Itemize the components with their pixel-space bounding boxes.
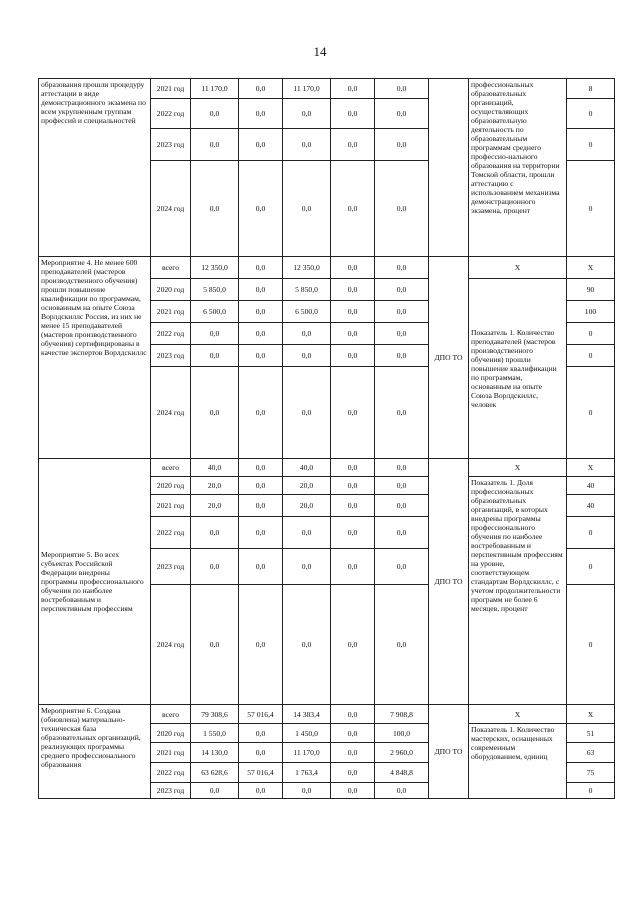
regional-cell: 5 850,0: [283, 279, 331, 301]
local-cell: 0,0: [331, 705, 375, 724]
indicator-cell: Показатель 1. Доля профессиональных образовательных организаций, в которых внедрены программы профессионального обучения по наиболее востребованным и перспективным профессиям на уровне, соответствующем стандартам Ворлдскиллс, с учетом продолжительности программ не более 6 месяцев, процент: [469, 477, 567, 705]
local-cell: 0,0: [331, 79, 375, 99]
other-cell: 0,0: [375, 477, 429, 495]
local-cell: 0,0: [331, 459, 375, 477]
year-cell: 2022 год: [151, 99, 191, 129]
indicator-value-cell: 0: [567, 161, 615, 257]
year-cell: 2023 год: [151, 783, 191, 799]
regional-cell: 0,0: [283, 323, 331, 345]
total-cell: 14 130,0: [191, 743, 239, 763]
regional-cell: 0,0: [283, 345, 331, 367]
other-cell: 2 960,0: [375, 743, 429, 763]
indicator-value-cell: 90: [567, 279, 615, 301]
indicator-value-cell: 63: [567, 743, 615, 763]
indicator-value-cell: 75: [567, 763, 615, 783]
total-cell: 20,0: [191, 477, 239, 495]
other-cell: 0,0: [375, 345, 429, 367]
total-cell: 0,0: [191, 129, 239, 161]
total-cell: 0,0: [191, 783, 239, 799]
page-number: 14: [313, 44, 327, 59]
source-cell: [429, 79, 469, 257]
year-cell: 2022 год: [151, 517, 191, 549]
federal-cell: 57 016,4: [239, 763, 283, 783]
regional-cell: 14 383,4: [283, 705, 331, 724]
total-cell: 20,0: [191, 495, 239, 517]
local-cell: 0,0: [331, 783, 375, 799]
indicator-value-cell: 0: [567, 345, 615, 367]
indicator-cell: X: [469, 705, 567, 724]
year-cell: всего: [151, 705, 191, 724]
year-cell: 2024 год: [151, 161, 191, 257]
measure-description: Мероприятие 4. Не менее 600 преподавателей (мастеров производственного обучения) прошли повышение квалификации по программам, основанным на опыте Союза Ворлдскиллс Россия, из них не менее 15 преподавателей (мастеров производственного обучения) сертифицированы в качестве экспертов Ворлдскиллс: [39, 257, 151, 459]
other-cell: 0,0: [375, 517, 429, 549]
regional-cell: 20,0: [283, 477, 331, 495]
indicator-cell: профессиональных образовательных организаций, осуществляющих образовательную деятельность по образовательным программам среднего профессио-нального образования на территории Томской области, прошли аттестацию с использованием механизма демонстрационного экзамена, процент: [469, 79, 567, 257]
indicator-value-cell: 0: [567, 323, 615, 345]
indicator-value-cell: 0: [567, 585, 615, 705]
other-cell: 0,0: [375, 161, 429, 257]
local-cell: 0,0: [331, 743, 375, 763]
federal-cell: 0,0: [239, 459, 283, 477]
table-row: [39, 79, 615, 99]
other-cell: 0,0: [375, 459, 429, 477]
indicator-value-cell: X: [567, 257, 615, 279]
total-cell: 12 350,0: [191, 257, 239, 279]
federal-cell: 0,0: [239, 129, 283, 161]
regional-cell: 0,0: [283, 99, 331, 129]
local-cell: 0,0: [331, 763, 375, 783]
federal-cell: 0,0: [239, 585, 283, 705]
other-cell: 0,0: [375, 257, 429, 279]
year-cell: 2022 год: [151, 323, 191, 345]
indicator-value-cell: 51: [567, 724, 615, 743]
year-cell: всего: [151, 459, 191, 477]
indicator-value-cell: 0: [567, 517, 615, 549]
source-cell: ДПО ТО: [429, 459, 469, 705]
federal-cell: 0,0: [239, 549, 283, 585]
federal-cell: 0,0: [239, 301, 283, 323]
year-cell: 2020 год: [151, 279, 191, 301]
year-cell: 2020 год: [151, 477, 191, 495]
federal-cell: 0,0: [239, 345, 283, 367]
total-cell: 0,0: [191, 549, 239, 585]
regional-cell: 0,0: [283, 517, 331, 549]
regional-cell: 6 500,0: [283, 301, 331, 323]
regional-cell: 0,0: [283, 549, 331, 585]
source-cell: ДПО ТО: [429, 257, 469, 459]
federal-cell: 0,0: [239, 257, 283, 279]
federal-cell: 0,0: [239, 79, 283, 99]
other-cell: 0,0: [375, 129, 429, 161]
other-cell: 7 908,8: [375, 705, 429, 724]
other-cell: 0,0: [375, 301, 429, 323]
indicator-value-cell: 0: [567, 783, 615, 799]
federal-cell: 0,0: [239, 783, 283, 799]
year-cell: 2023 год: [151, 549, 191, 585]
regional-cell: 1 450,0: [283, 724, 331, 743]
total-cell: 0,0: [191, 585, 239, 705]
local-cell: 0,0: [331, 517, 375, 549]
local-cell: 0,0: [331, 323, 375, 345]
other-cell: 0,0: [375, 585, 429, 705]
year-cell: 2023 год: [151, 345, 191, 367]
total-cell: 11 170,0: [191, 79, 239, 99]
regional-cell: 40,0: [283, 459, 331, 477]
regional-cell: 1 763,4: [283, 763, 331, 783]
total-cell: 40,0: [191, 459, 239, 477]
other-cell: 0,0: [375, 279, 429, 301]
local-cell: 0,0: [331, 549, 375, 585]
other-cell: 0,0: [375, 323, 429, 345]
indicator-value-cell: 100: [567, 301, 615, 323]
other-cell: 0,0: [375, 549, 429, 585]
source-cell: ДПО ТО: [429, 705, 469, 799]
measure-description: Мероприятие 6. Создана (обновлена) материально-техническая база образовательных организаций, реализующих программы среднего профессионального образования: [39, 705, 151, 799]
indicator-cell: Показатель 1. Количество преподавателей (мастеров производственного обучения) прошли повышение квалификации по программам, основанным на опыте Союза Ворлдскиллс, человек: [469, 279, 567, 459]
indicator-value-cell: 40: [567, 495, 615, 517]
regional-cell: 12 350,0: [283, 257, 331, 279]
regional-cell: 0,0: [283, 367, 331, 459]
total-cell: 63 628,6: [191, 763, 239, 783]
federal-cell: 0,0: [239, 323, 283, 345]
other-cell: 0,0: [375, 99, 429, 129]
other-cell: 0,0: [375, 367, 429, 459]
local-cell: 0,0: [331, 301, 375, 323]
regional-cell: 0,0: [283, 783, 331, 799]
year-cell: 2020 год: [151, 724, 191, 743]
total-cell: 1 550,0: [191, 724, 239, 743]
local-cell: 0,0: [331, 279, 375, 301]
local-cell: 0,0: [331, 129, 375, 161]
program-table: [38, 78, 615, 799]
indicator-value-cell: 0: [567, 99, 615, 129]
total-cell: 79 308,6: [191, 705, 239, 724]
total-cell: 0,0: [191, 323, 239, 345]
indicator-value-cell: 0: [567, 549, 615, 585]
indicator-cell: X: [469, 459, 567, 477]
measure-description: образования прошли процедуру аттестации в виде демонстрационного экзамена по всем укрупненным группам профессий и специальностей: [39, 79, 151, 257]
local-cell: 0,0: [331, 257, 375, 279]
local-cell: 0,0: [331, 99, 375, 129]
table-row: [39, 705, 615, 724]
regional-cell: 0,0: [283, 129, 331, 161]
indicator-cell: Показатель 1. Количество мастерских, оснащенных современным оборудованием, единиц: [469, 724, 567, 799]
federal-cell: 0,0: [239, 477, 283, 495]
federal-cell: 57 016,4: [239, 705, 283, 724]
indicator-value-cell: 0: [567, 129, 615, 161]
table-row: [39, 459, 615, 477]
local-cell: 0,0: [331, 161, 375, 257]
federal-cell: 0,0: [239, 367, 283, 459]
other-cell: 0,0: [375, 783, 429, 799]
other-cell: 4 848,8: [375, 763, 429, 783]
table-row: [39, 257, 615, 279]
measure-description: Мероприятие 5. Во всех субъектах Российской Федерации внедрены программы профессионального обучения по наиболее востребованным и перспективным профессиям: [39, 459, 151, 705]
regional-cell: 11 170,0: [283, 743, 331, 763]
year-cell: 2021 год: [151, 743, 191, 763]
total-cell: 0,0: [191, 345, 239, 367]
total-cell: 0,0: [191, 367, 239, 459]
indicator-value-cell: X: [567, 705, 615, 724]
federal-cell: 0,0: [239, 161, 283, 257]
total-cell: 0,0: [191, 517, 239, 549]
total-cell: 0,0: [191, 161, 239, 257]
regional-cell: 20,0: [283, 495, 331, 517]
local-cell: 0,0: [331, 495, 375, 517]
federal-cell: 0,0: [239, 495, 283, 517]
total-cell: 6 500,0: [191, 301, 239, 323]
year-cell: 2021 год: [151, 79, 191, 99]
indicator-value-cell: 40: [567, 477, 615, 495]
other-cell: 0,0: [375, 495, 429, 517]
indicator-cell: X: [469, 257, 567, 279]
local-cell: 0,0: [331, 345, 375, 367]
other-cell: 100,0: [375, 724, 429, 743]
regional-cell: 0,0: [283, 585, 331, 705]
indicator-value-cell: 0: [567, 367, 615, 459]
total-cell: 5 850,0: [191, 279, 239, 301]
local-cell: 0,0: [331, 585, 375, 705]
year-cell: 2024 год: [151, 367, 191, 459]
indicator-value-cell: 8: [567, 79, 615, 99]
federal-cell: 0,0: [239, 99, 283, 129]
federal-cell: 0,0: [239, 743, 283, 763]
regional-cell: 0,0: [283, 161, 331, 257]
year-cell: всего: [151, 257, 191, 279]
year-cell: 2023 год: [151, 129, 191, 161]
other-cell: 0,0: [375, 79, 429, 99]
local-cell: 0,0: [331, 367, 375, 459]
indicator-value-cell: X: [567, 459, 615, 477]
total-cell: 0,0: [191, 99, 239, 129]
federal-cell: 0,0: [239, 517, 283, 549]
local-cell: 0,0: [331, 477, 375, 495]
federal-cell: 0,0: [239, 724, 283, 743]
local-cell: 0,0: [331, 724, 375, 743]
year-cell: 2021 год: [151, 301, 191, 323]
year-cell: 2024 год: [151, 585, 191, 705]
year-cell: 2021 год: [151, 495, 191, 517]
year-cell: 2022 год: [151, 763, 191, 783]
regional-cell: 11 170,0: [283, 79, 331, 99]
federal-cell: 0,0: [239, 279, 283, 301]
